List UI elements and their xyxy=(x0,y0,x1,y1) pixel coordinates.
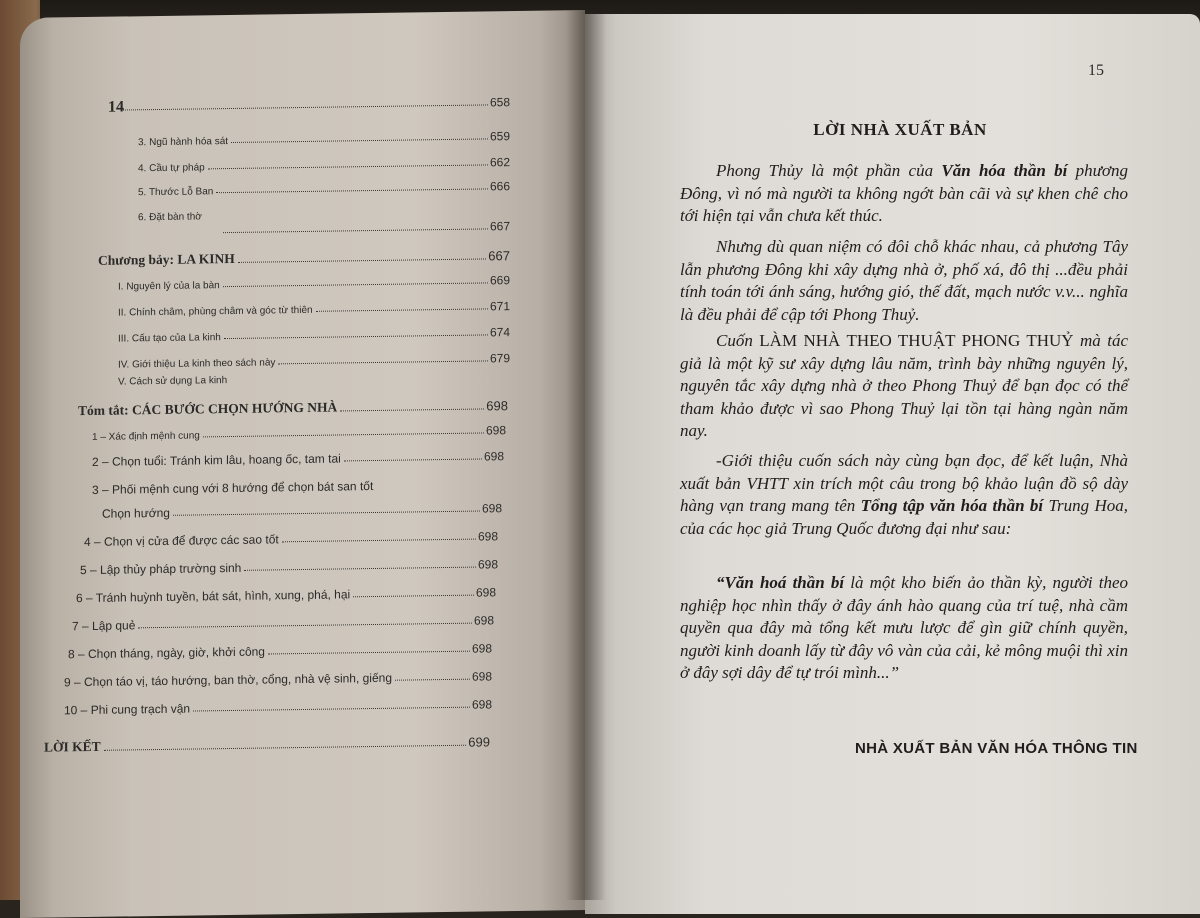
right-page-number: 15 xyxy=(1088,62,1104,79)
toc-entry: 4. Cầu tự pháp 662 xyxy=(138,155,510,175)
toc-entry: 1 – Xác định mệnh cung 698 xyxy=(92,423,506,443)
paragraph-1: Phong Thủy là một phần của Văn hóa thần bí phương Đông, vì nó mà người ta không ngớt bàn cãi và sự khen chê cho tới hiện tại vẫn chưa kết thúc. xyxy=(680,161,1128,225)
toc-entry: 5. Thước Lỗ Ban 666 xyxy=(138,179,510,199)
page-title: LỜI NHÀ XUẤT BẢN xyxy=(813,120,987,139)
table-of-contents xyxy=(20,10,585,918)
toc-chapter-heading: Chương bảy: LA KINH 667 xyxy=(98,248,510,268)
toc-closing-heading: LỜI KẾT 699 xyxy=(44,734,490,755)
toc-entry: 4 – Chọn vị cửa để được các sao tốt 698 xyxy=(84,529,498,550)
quote-paragraph: “Văn hoá thần bí là một kho biến ảo thần kỳ, người theo nghiệp học nhìn thấy ở đây ánh hào quang của trí tuệ, nhà cầm quyền qua đây mà tổng kết mưu lược để gìn giữ chính quyền, người kinh doanh lấy từ đây vô vàn của cải, kẻ mông muội thì xin ở đây sợi dây để tự trói mình...” xyxy=(680,573,1128,682)
toc-entry: III. Cấu tạo của La kinh 674 xyxy=(118,325,510,345)
toc-entry: 9 – Chọn táo vị, táo hướng, ban thờ, cổng, nhà vệ sinh, giếng 698 xyxy=(64,669,492,690)
toc-entry: 3 – Phối mệnh cung với 8 hướng để chọn bát san tốt xyxy=(92,479,374,497)
toc-entry: 3. Ngũ hành hóa sát 659 xyxy=(138,129,510,149)
left-page-number: 14 xyxy=(108,98,124,116)
book-gutter xyxy=(566,10,606,900)
toc-entry: 6. Đặt bàn thờ xyxy=(138,211,202,224)
paragraph-3: Cuốn LÀM NHÀ THEO THUẬT PHONG THUỶ mà tác giả là một kỹ sư xây dựng lâu năm, trình bày những nguyên lý, nguyên tắc xây dựng nhà ở theo Phong Thuỷ để bạn đọc có thể tham khảo được vì sao Phong Thuỷ lại tồn tại hàng ngàn năm nay. xyxy=(680,331,1129,440)
publisher-signature: NHÀ XUẤT BẢN VĂN HÓA THÔNG TIN xyxy=(855,740,1138,757)
toc-entry: 5 – Lập thủy pháp trường sinh 698 xyxy=(80,557,498,578)
toc-entry: 6 – Tránh huỳnh tuyền, bát sát, hình, xung, phá, hại 698 xyxy=(76,585,496,606)
toc-entry: 8 – Chọn tháng, ngày, giờ, khởi công 698 xyxy=(68,641,492,662)
toc-entry: 2 – Chọn tuổi: Tránh kim lâu, hoang ốc, tam tai 698 xyxy=(92,449,504,469)
toc-entry: IV. Giới thiệu La kinh theo sách này 679 xyxy=(118,351,510,371)
toc-entry: 667 xyxy=(220,219,510,237)
toc-entry: Chọn hướng 698 xyxy=(102,501,502,521)
toc-entry: 10 – Phi cung trạch vận 698 xyxy=(64,697,492,718)
left-page xyxy=(20,10,585,918)
paragraph-4: -Giới thiệu cuốn sách này cùng bạn đọc, để kết luận, Nhà xuất bản VHTT xin trích một câu trong bộ khảo luận đồ sộ dày hàng vạn trang mang tên Tổng tập văn hóa thần bí Trung Hoa, của các học giả Trung Quốc đương đại như sau: xyxy=(680,451,1128,538)
paragraph-2: Nhưng dù quan niệm có đôi chỗ khác nhau, cả phương Tây lẫn phương Đông khi xây dựng nhà ở, phố xá, đô thị ...đều phải tính toán tới ánh sáng, hướng gió, thế đất, mạch nước v.v... nghĩa là đều phải để cập tới Phong Thuỷ. xyxy=(680,237,1128,324)
toc-entry: 658 xyxy=(120,95,510,114)
toc-entry: V. Cách sử dụng La kinh xyxy=(118,375,228,388)
toc-summary-heading: Tóm tắt: CÁC BƯỚC CHỌN HƯỚNG NHÀ 698 xyxy=(78,398,508,419)
toc-entry: II. Chính châm, phùng châm và góc từ thiên 671 xyxy=(118,299,510,319)
toc-entry: 7 – Lập quẻ 698 xyxy=(72,613,494,634)
toc-entry: I. Nguyên lý của la bàn 669 xyxy=(118,273,510,293)
